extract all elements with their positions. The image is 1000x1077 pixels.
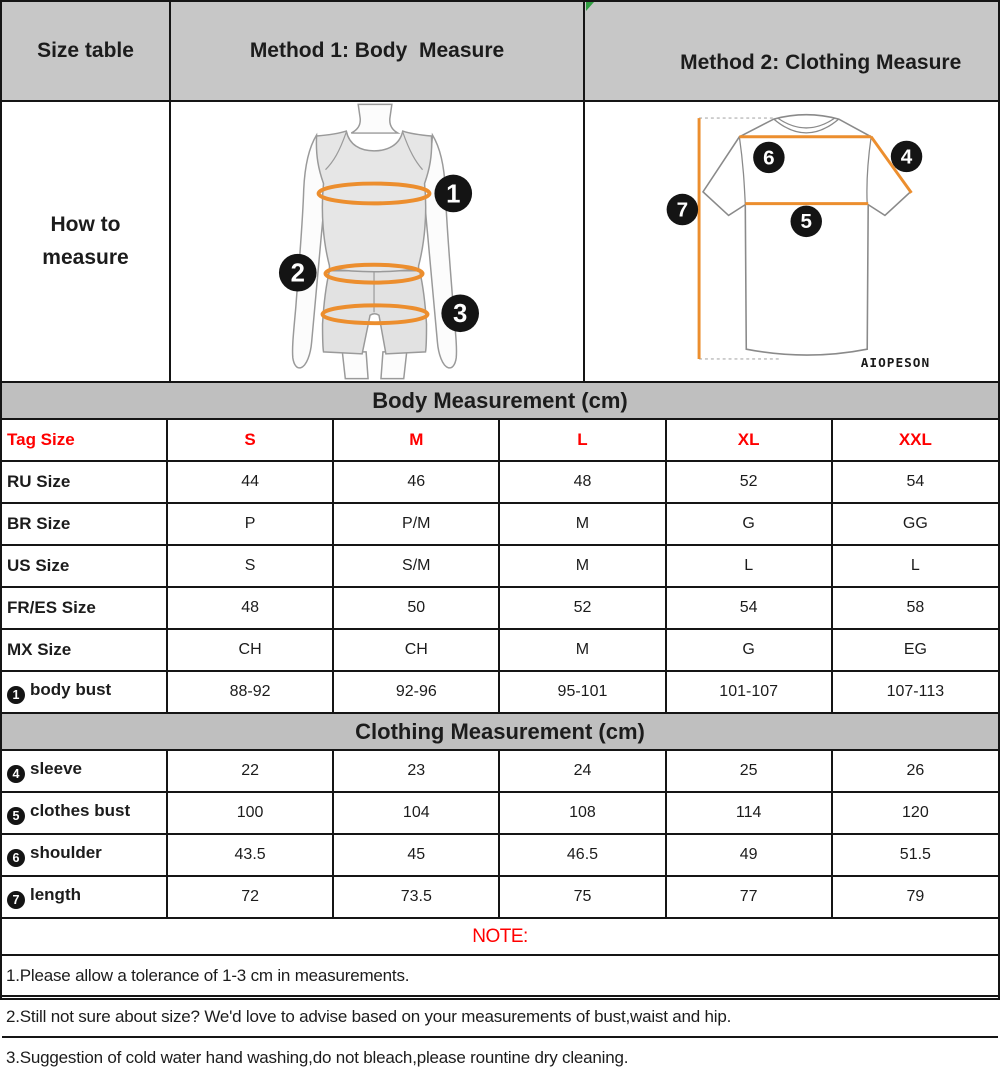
table-row-length xyxy=(2,876,998,917)
marker-6: 6 xyxy=(763,146,775,170)
cell: 50 xyxy=(333,587,499,629)
circled-number-6-icon: 6 xyxy=(7,849,25,867)
brand-label: AIOPESON xyxy=(860,355,931,371)
body-measurement-table xyxy=(2,418,998,712)
illustration-row xyxy=(2,101,998,381)
cell: 52 xyxy=(666,461,832,503)
cell: 52 xyxy=(499,587,665,629)
table-row-shoulder xyxy=(2,834,998,876)
table-row-fres-size xyxy=(2,587,998,629)
cell: 108 xyxy=(499,792,665,834)
note-item-2: 2.Still not sure about size? We'd love to advise based on your measurements of bust,waist and hip. xyxy=(2,995,998,1036)
cell: L xyxy=(832,545,998,587)
cell: S/M xyxy=(333,545,499,587)
table-row-sleeve xyxy=(2,750,998,792)
size-header-row xyxy=(2,419,998,461)
cell: 43.5 xyxy=(167,834,333,876)
table-row-clothes-bust xyxy=(2,792,998,834)
note-item-3: 3.Suggestion of cold water hand washing,do not bleach,please rountine dry cleaning. xyxy=(2,1036,998,1077)
cell: S xyxy=(167,545,333,587)
cell: L xyxy=(666,545,832,587)
column-header-l: L xyxy=(499,419,665,461)
cell: CH xyxy=(167,629,333,671)
cell: 114 xyxy=(666,792,832,834)
cell: 23 xyxy=(333,750,499,792)
cell: 25 xyxy=(666,750,832,792)
row-label-cell xyxy=(2,671,167,712)
cell: 79 xyxy=(832,876,998,917)
neck-shape xyxy=(351,104,398,133)
cell: 51.5 xyxy=(832,834,998,876)
circled-number-7-icon: 7 xyxy=(7,891,25,909)
cell: 72 xyxy=(167,876,333,917)
column-header-tag-size: Tag Size xyxy=(2,419,167,461)
clothing-measurement-table xyxy=(2,749,998,917)
method2-title-cell xyxy=(584,2,998,101)
row-label: body bust xyxy=(30,680,112,699)
cell: GG xyxy=(832,503,998,545)
cell: 49 xyxy=(666,834,832,876)
cell: 45 xyxy=(333,834,499,876)
method2-title: Method 2: Clothing Measure xyxy=(680,51,962,74)
cell: 24 xyxy=(499,750,665,792)
row-label: RU Size xyxy=(2,461,167,503)
row-label: shoulder xyxy=(30,843,102,862)
body-measure-illustration xyxy=(172,103,582,380)
cell: 73.5 xyxy=(333,876,499,917)
row-label: BR Size xyxy=(2,503,167,545)
cell: 75 xyxy=(499,876,665,917)
column-header-xxl: XXL xyxy=(832,419,998,461)
row-label-cell xyxy=(2,792,167,834)
row-label: length xyxy=(30,885,81,904)
cell: 54 xyxy=(666,587,832,629)
table-row-mx-size xyxy=(2,629,998,671)
marker-1: 1 xyxy=(446,180,461,209)
cell: 48 xyxy=(499,461,665,503)
column-header-xl: XL xyxy=(666,419,832,461)
cell: 88-92 xyxy=(167,671,333,712)
cell: EG xyxy=(832,629,998,671)
cell: 95-101 xyxy=(499,671,665,712)
marker-2: 2 xyxy=(290,259,305,288)
row-label: US Size xyxy=(2,545,167,587)
cell: 107-113 xyxy=(832,671,998,712)
cell: G xyxy=(666,503,832,545)
marker-7: 7 xyxy=(676,198,689,222)
clothing-measurement-title: Clothing Measurement (cm) xyxy=(2,712,998,749)
note-item-1: 1.Please allow a tolerance of 1-3 cm in measurements. xyxy=(2,954,998,995)
cell: 58 xyxy=(832,587,998,629)
circled-number-1-icon: 1 xyxy=(7,686,25,704)
cell: CH xyxy=(333,629,499,671)
cell: 46 xyxy=(333,461,499,503)
cell: 120 xyxy=(832,792,998,834)
table-row-us-size xyxy=(2,545,998,587)
table-row-body-bust xyxy=(2,671,998,712)
body-illustration-cell xyxy=(170,101,584,381)
marker-3: 3 xyxy=(453,300,468,329)
table-row-ru-size xyxy=(2,461,998,503)
cell: 44 xyxy=(167,461,333,503)
row-label: FR/ES Size xyxy=(2,587,167,629)
cell: P/M xyxy=(333,503,499,545)
cell: 46.5 xyxy=(499,834,665,876)
cell: 22 xyxy=(167,750,333,792)
how-to-measure-cell xyxy=(2,101,170,381)
cell: 77 xyxy=(666,876,832,917)
column-header-s: S xyxy=(167,419,333,461)
cell: M xyxy=(499,503,665,545)
methods-header-row xyxy=(2,2,998,101)
comment-flag-icon xyxy=(586,2,594,11)
clothing-measure-illustration xyxy=(586,103,997,380)
cell: 92-96 xyxy=(333,671,499,712)
row-label: clothes bust xyxy=(30,801,131,820)
shirt-illustration-cell xyxy=(584,101,998,381)
row-label-cell xyxy=(2,834,167,876)
cell: 100 xyxy=(167,792,333,834)
row-label-cell xyxy=(2,876,167,917)
legs-shape xyxy=(342,352,406,379)
method1-title: Method 1: Body Measure xyxy=(170,2,584,101)
body-measurement-title: Body Measurement (cm) xyxy=(2,381,998,418)
cell: 26 xyxy=(832,750,998,792)
cell: P xyxy=(167,503,333,545)
note-title: NOTE: xyxy=(2,917,998,954)
how-to-measure-label: How to measure xyxy=(42,212,129,269)
size-table-title: Size table xyxy=(2,2,170,101)
marker-4: 4 xyxy=(900,145,913,169)
cell: M xyxy=(499,545,665,587)
row-label-cell xyxy=(2,750,167,792)
row-label: MX Size xyxy=(2,629,167,671)
circled-number-4-icon: 4 xyxy=(7,765,25,783)
row-label: sleeve xyxy=(30,759,82,778)
column-header-m: M xyxy=(333,419,499,461)
cell: G xyxy=(666,629,832,671)
cell: 104 xyxy=(333,792,499,834)
cell: M xyxy=(499,629,665,671)
cell: 48 xyxy=(167,587,333,629)
table-row-br-size xyxy=(2,503,998,545)
marker-5: 5 xyxy=(800,210,812,234)
how-to-measure-table xyxy=(2,2,998,381)
cell: 54 xyxy=(832,461,998,503)
circled-number-5-icon: 5 xyxy=(7,807,25,825)
cell: 101-107 xyxy=(666,671,832,712)
